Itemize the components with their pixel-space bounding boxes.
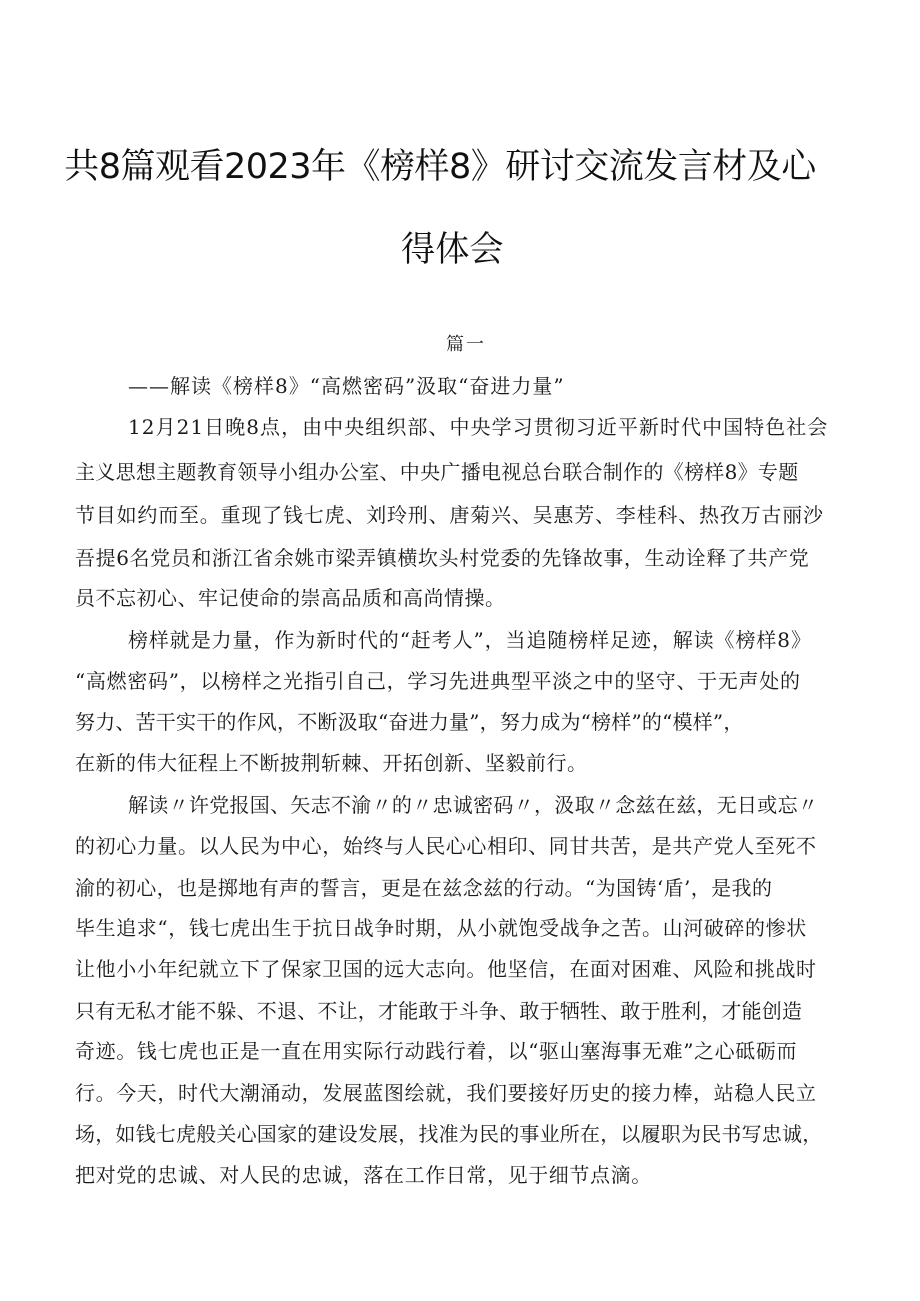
body-line: 让他小小年纪就立下了保家卫国的远大志向。他坚信，在面对困难、风险和挑战时 xyxy=(75,957,817,981)
body-line: 渝的初心，也是掷地有声的誓言，更是在兹念兹的行动。“为国铸‘盾’，是我的 xyxy=(75,876,773,900)
body-line: 吾提6名党员和浙江省余姚市梁弄镇横坎头村党委的先锋故事，生动诠释了共产党 xyxy=(75,546,810,570)
body-line: “高燃密码”，以榜样之光指引自己，学习先进典型平淡之中的坚守、于无声处的 xyxy=(75,669,801,693)
body-line: 毕生追求“，钱七虎出生于抗日战争时期，从小就饱受战争之苦。山河破碎的惨状 xyxy=(75,916,807,940)
document-title-line-1: 共8篇观看2023年《榜样8》研讨交流发言材及心 xyxy=(64,147,816,187)
body-line: 只有无私才能不躲、不退、不让，才能敢于斗争、敢于牺牲、敢于胜利，才能创造 xyxy=(75,999,803,1023)
body-line: 节目如约而至。重现了钱七虎、刘玲刑、唐菊兴、吴惠芳、李桂科、热孜万古丽沙 xyxy=(75,503,824,527)
body-line: 奇迹。钱七虎也正是一直在用实际行动践行着，以“驱山塞海事无难”之心砥砺而 xyxy=(75,1039,798,1063)
body-line: 的初心力量。以人民为中心，始终与人民心心相印、同甘共苦，是共产党人至死不 xyxy=(75,834,817,858)
section-subtitle: ——解读《榜样8》“高燃密码”汲取“奋进力量” xyxy=(128,374,565,398)
document-title-line-2: 得体会 xyxy=(401,230,504,270)
body-line: 在新的伟大征程上不断披荆斩棘、开拓创新、坚毅前行。 xyxy=(75,751,588,775)
section-heading: 篇一 xyxy=(446,334,486,355)
body-line: 榜样就是力量，作为新时代的“赶考人”，当追随榜样足迹，解读《榜样8》 xyxy=(128,628,812,652)
body-line: 解读〃许党报国、矢志不渝〃的〃忠诚密码〃，汲取〃念兹在兹，无日或忘〃 xyxy=(128,793,819,817)
body-line: 把对党的忠诚、对人民的忠诚，落在工作日常，见于细节点滴。 xyxy=(75,1163,652,1187)
body-line: 努力、苦干实干的作风，不断汲取“奋进力量”，努力成为“榜样”的“模样”， xyxy=(75,710,744,734)
body-line: 员不忘初心、牢记使命的崇高品质和高尚情操。 xyxy=(75,586,506,610)
body-line: 12月21日晚8点，由中央组织部、中央学习贯彻习近平新时代中国特色社会 xyxy=(128,415,829,439)
body-line: 行。今天，时代大潮涌动，发展蓝图绘就，我们要接好历史的接力棒，站稳人民立 xyxy=(75,1081,817,1105)
body-line: 主义思想主题教育领导小组办公室、中央广播电视总台联合制作的《榜样8》专题 xyxy=(75,460,799,484)
body-line: 场，如钱七虎般关心国家的建设发展，找准为民的事业所在，以履职为民书写忠诚， xyxy=(75,1122,823,1146)
